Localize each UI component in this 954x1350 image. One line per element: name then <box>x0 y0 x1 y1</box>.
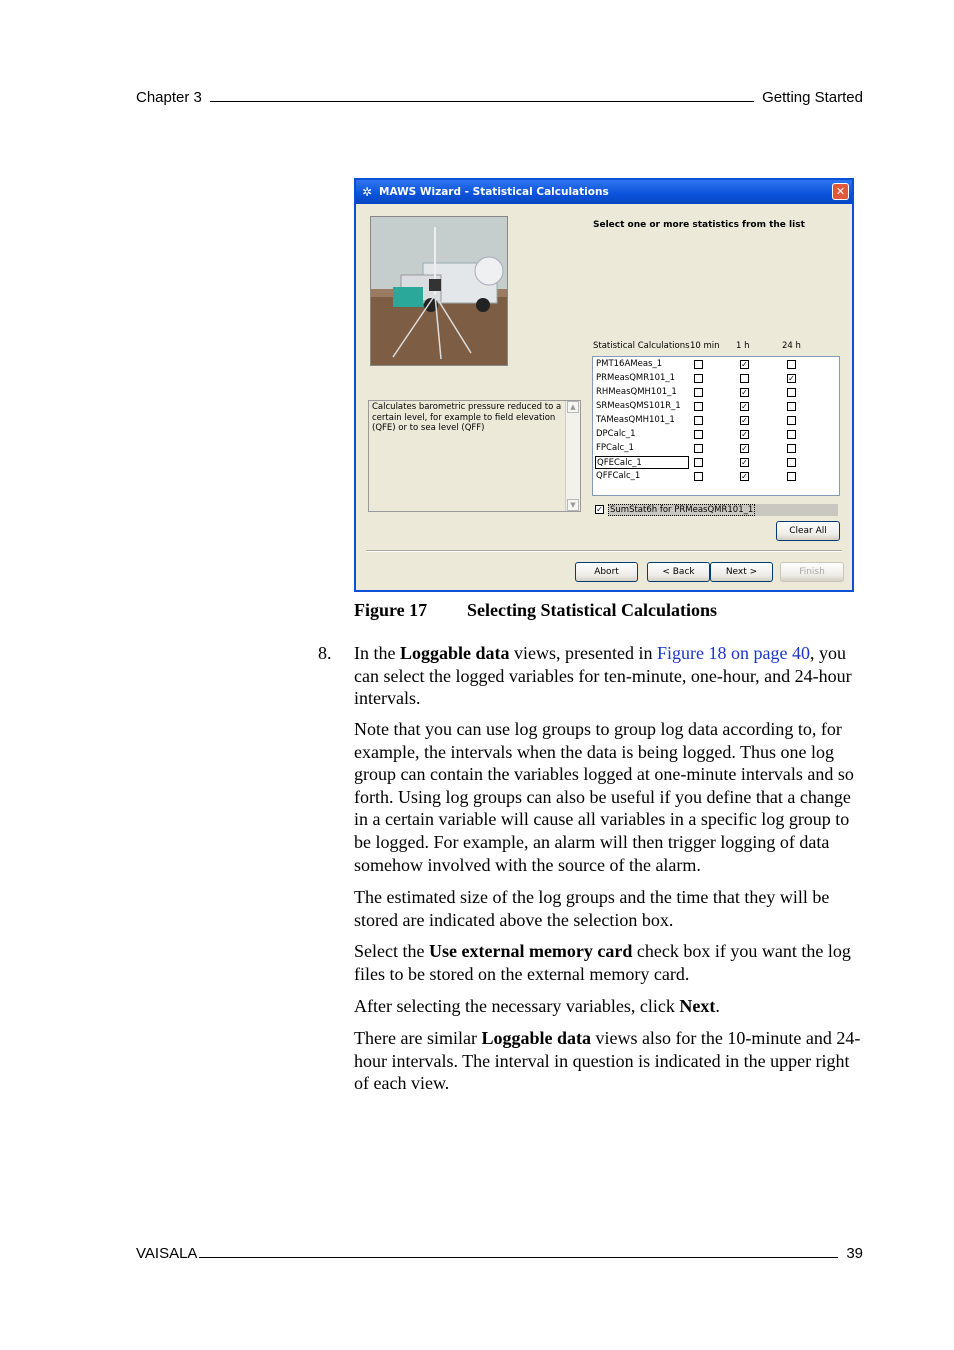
checkbox-h1[interactable]: ✓ <box>741 388 748 397</box>
list-item[interactable] <box>593 400 839 414</box>
step-paragraph-6 <box>354 1027 864 1095</box>
checkbox-h1[interactable]: ✓ <box>741 458 748 467</box>
chapter-label: Chapter 3 <box>136 89 202 106</box>
checkbox-m10[interactable] <box>694 388 703 397</box>
weather-station-photo <box>370 216 508 366</box>
list-item[interactable] <box>593 372 839 386</box>
list-item[interactable] <box>593 442 839 456</box>
scroll-down-icon[interactable]: ▼ <box>567 499 579 511</box>
list-item[interactable] <box>593 358 839 372</box>
instruction-text: Select one or more statistics from the list <box>593 220 805 230</box>
description-box <box>368 400 581 512</box>
page-number: 39 <box>846 1245 863 1262</box>
list-item[interactable] <box>593 428 839 442</box>
step-paragraph-4 <box>354 940 864 985</box>
step-paragraph-3: The estimated size of the log groups and the time that they will be stored are indicated above the selection box. <box>354 887 830 930</box>
sumstat-label: SumStat6h for PRMeasQMR101_1 <box>610 505 754 515</box>
checkbox-h24[interactable] <box>787 388 796 397</box>
checkbox-h24[interactable] <box>787 402 796 411</box>
list-item-name: PMT16AMeas_1 <box>596 359 663 369</box>
finish-button: Finish <box>780 562 844 582</box>
checkbox-h1[interactable]: ✓ <box>741 472 748 481</box>
list-item-name: TAMeasQMH101_1 <box>596 415 675 425</box>
close-button[interactable]: ✕ <box>832 183 849 200</box>
list-item-name: FPCalc_1 <box>596 443 634 453</box>
checkbox-m10[interactable] <box>694 458 703 467</box>
p5-text-a: After selecting the necessary variables, click <box>354 996 680 1016</box>
p4-text-c: check box if you want the log files to be stored on the external memory card. <box>354 941 851 984</box>
checkbox-h24[interactable] <box>787 416 796 425</box>
column-header-1h: 1 h <box>736 341 750 351</box>
figure-caption <box>354 600 717 621</box>
footer-rule <box>199 1257 838 1258</box>
column-header-24h: 24 h <box>782 341 801 351</box>
checkbox-m10[interactable] <box>694 430 703 439</box>
checkbox-h24[interactable]: ✓ <box>788 374 795 383</box>
checkbox-h24[interactable] <box>787 430 796 439</box>
figure-title: Selecting Statistical Calculations <box>467 600 717 620</box>
maws-wizard-dialog <box>354 178 854 592</box>
sumstat-row[interactable] <box>592 504 840 516</box>
dialog-titlebar <box>356 180 852 204</box>
list-item-name: RHMeasQMH101_1 <box>596 387 677 397</box>
checkbox-h1[interactable]: ✓ <box>741 416 748 425</box>
checkbox-h24[interactable] <box>787 458 796 467</box>
weather-station-illustration <box>371 217 507 365</box>
description-text: Calculates barometric pressure reduced to a certain level, for example to field elevation (QFE) or to sea level (QFF) <box>372 402 562 433</box>
list-item[interactable] <box>593 470 839 484</box>
page-footer <box>136 1242 863 1262</box>
checkbox-h24[interactable] <box>787 360 796 369</box>
list-item-name: SRMeasQMS101R_1 <box>596 401 681 411</box>
checkbox-m10[interactable] <box>694 444 703 453</box>
clear-all-button[interactable]: Clear All <box>776 521 840 541</box>
step-number: 8. <box>318 643 332 663</box>
checkbox-m10[interactable] <box>694 402 703 411</box>
p4-bold-memory-card: Use external memory card <box>428 941 633 961</box>
list-item[interactable] <box>593 386 839 400</box>
step-paragraph-5 <box>354 995 864 1018</box>
checkbox-h1[interactable]: ✓ <box>741 402 748 411</box>
checkbox-h1[interactable]: ✓ <box>741 444 748 453</box>
description-scrollbar[interactable] <box>565 401 580 511</box>
button-separator <box>366 550 842 552</box>
back-button[interactable]: < Back <box>647 562 710 582</box>
next-button[interactable]: Next > <box>710 562 773 582</box>
abort-button[interactable]: Abort <box>575 562 638 582</box>
p1-bold-loggable-data: Loggable data <box>399 643 510 663</box>
list-item-name: QFFCalc_1 <box>596 471 641 481</box>
scroll-up-icon[interactable]: ▲ <box>567 401 579 413</box>
checkbox-h24[interactable] <box>787 444 796 453</box>
p6-text-c: views also for the 10-minute and 24-hour intervals. The interval in question is indicated in the upper right of each view. <box>354 1028 861 1094</box>
column-header-10min: 10 min <box>690 341 720 351</box>
list-item[interactable] <box>593 414 839 428</box>
p4-text-a: Select the <box>354 941 429 961</box>
list-item-name: PRMeasQMR101_1 <box>596 373 676 383</box>
step-paragraph-2: Note that you can use log groups to group log data according to, for example, the intervals when the data is being logged. Thus one log group can contain the variables logged at one-minute intervals and so forth. Using log groups can also be useful if you define that a change in a certain variable will cause all variables in a specific log group to be logged. For example, an alarm will then trigger logging of data somehow involved with the source of the alarm. <box>354 719 854 875</box>
figure-18-link[interactable]: Figure 18 on page 40 <box>656 643 810 663</box>
p5-bold-next: Next <box>679 996 716 1016</box>
p5-text-c: . <box>715 996 720 1016</box>
checkbox-m10[interactable] <box>694 374 703 383</box>
figure-number: Figure 17 <box>354 600 428 620</box>
p1-text-a: In the <box>354 643 400 663</box>
p6-bold-loggable-data: Loggable data <box>481 1028 591 1048</box>
dialog-title: MAWS Wizard - Statistical Calculations <box>379 186 609 198</box>
checkbox-m10[interactable] <box>694 360 703 369</box>
column-header-name: Statistical Calculations <box>593 341 690 351</box>
sumstat-label-area <box>608 504 838 516</box>
company-label: VAISALA <box>136 1245 198 1262</box>
checkbox-m10[interactable] <box>694 472 703 481</box>
checkbox-h24[interactable] <box>787 472 796 481</box>
checkbox-h1[interactable]: ✓ <box>741 360 748 369</box>
checkbox-h1[interactable] <box>740 374 749 383</box>
sumstat-checkbox[interactable]: ✓ <box>596 505 603 514</box>
p6-text-a: There are similar <box>354 1028 482 1048</box>
p1-text-d: , you can select the logged variables for ten-minute, one-hour, and 24-hour intervals. <box>354 643 852 709</box>
step-paragraph-1 <box>354 642 864 710</box>
list-item-name: DPCalc_1 <box>596 429 636 439</box>
statistics-list[interactable] <box>592 356 840 496</box>
section-label: Getting Started <box>762 89 863 106</box>
checkbox-m10[interactable] <box>694 416 703 425</box>
page-header <box>136 86 863 106</box>
list-item-name: QFECalc_1 <box>595 456 689 469</box>
list-item[interactable] <box>593 456 839 470</box>
p1-text-c: views, presented in <box>509 643 657 663</box>
maws-logo-icon: ✲ <box>361 185 373 199</box>
header-rule <box>210 101 754 102</box>
checkbox-h1[interactable]: ✓ <box>741 430 748 439</box>
